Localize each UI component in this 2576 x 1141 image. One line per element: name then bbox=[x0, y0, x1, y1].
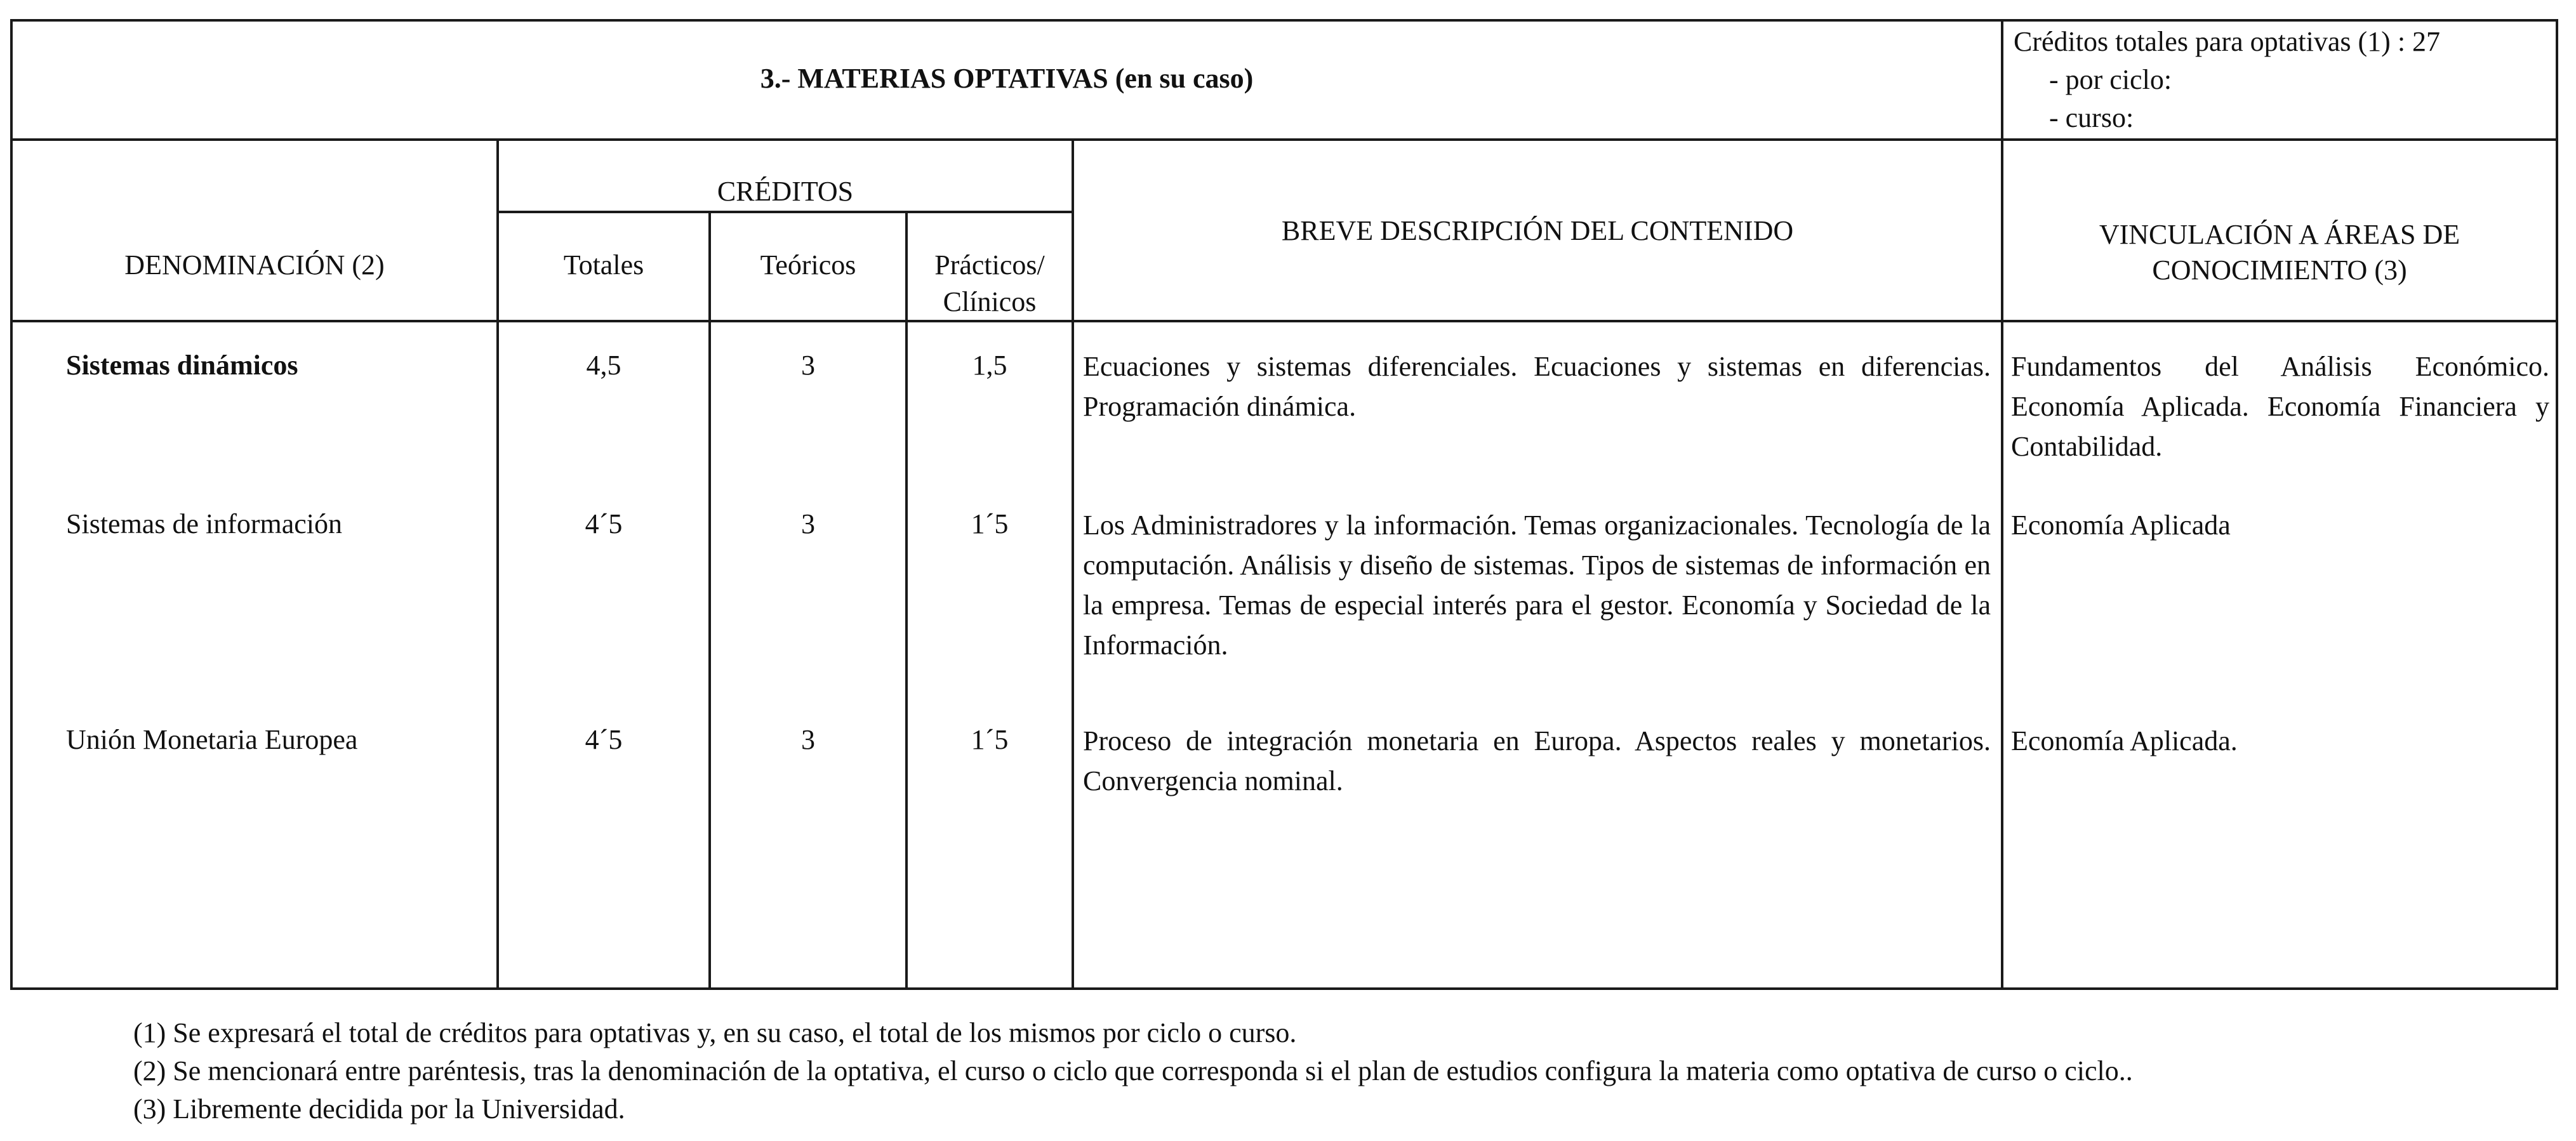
subject-name: Sistemas dinámicos bbox=[66, 350, 298, 381]
practicos-header-line2: Clínicos bbox=[943, 286, 1037, 317]
credits-practicos: 1,5 bbox=[972, 350, 1007, 381]
table-top-border bbox=[10, 19, 2558, 22]
table-bottom-border bbox=[10, 987, 2558, 990]
credits-practicos: 1´5 bbox=[971, 508, 1009, 539]
knowledge-areas: Fundamentos del Análisis Económico. Economía Aplicada. Economía Financiera y Contabilidad. bbox=[2011, 351, 2549, 462]
knowledge-areas: Economía Aplicada. bbox=[2011, 725, 2238, 756]
credits-teoricos: 3 bbox=[801, 350, 815, 381]
subject-description: Los Administradores y la información. Temas organizacionales. Tecnología de la computación. Análisis y diseño de sistemas. Tipos de sistemas de información en la empresa. Temas de especial interés para el gestor. Economía y Sociedad de la Información. bbox=[1083, 510, 1991, 661]
credits-totales: 4´5 bbox=[585, 508, 623, 539]
credits-totales: 4,5 bbox=[586, 350, 621, 381]
practicos-header-line1: Prácticos/ bbox=[934, 249, 1045, 280]
footnote-3: (3) Libremente decidida por la Universidad. bbox=[133, 1093, 625, 1125]
section-title: 3.- MATERIAS OPTATIVAS (en su caso) bbox=[760, 63, 1254, 94]
subject-description: Ecuaciones y sistemas diferenciales. Ecuaciones y sistemas en diferencias. Programación dinámica. bbox=[1083, 351, 1991, 422]
knowledge-areas: Economía Aplicada bbox=[2011, 510, 2231, 541]
subject-name: Unión Monetaria Europea bbox=[66, 724, 358, 755]
credits-totales: 4´5 bbox=[585, 724, 623, 755]
creditos-column-border bbox=[1072, 138, 1074, 990]
teoricos-header: Teóricos bbox=[760, 249, 856, 280]
teoricos-column-border bbox=[905, 211, 908, 990]
vinculacion-header-line1: VINCULACIÓN A ÁREAS DE bbox=[2099, 219, 2460, 250]
footnote-1: (1) Se expresará el total de créditos para optativas y, en su caso, el total de los mismos por ciclo o curso. bbox=[133, 1017, 1297, 1048]
column-header-bottom-border bbox=[10, 320, 2558, 322]
vinculacion-header-line2: CONOCIMIENTO (3) bbox=[2152, 254, 2407, 286]
totales-header: Totales bbox=[563, 249, 644, 280]
credits-total-label: Créditos totales para optativas (1) : 27 bbox=[2014, 26, 2441, 57]
credits-teoricos: 3 bbox=[801, 508, 815, 539]
table-left-border bbox=[10, 19, 13, 990]
denominacion-header: DENOMINACIÓN (2) bbox=[124, 249, 385, 280]
creditos-group-divider bbox=[496, 211, 1074, 213]
header-bottom-border bbox=[10, 138, 2558, 141]
descripcion-header: BREVE DESCRIPCIÓN DEL CONTENIDO bbox=[1281, 215, 1794, 246]
subject-description: Proceso de integración monetaria en Europa. Aspectos reales y monetarios. Convergencia nominal. bbox=[1083, 725, 1991, 796]
credits-per-cycle-label: - por ciclo: bbox=[2049, 64, 2172, 95]
creditos-group-header: CRÉDITOS bbox=[717, 176, 854, 207]
credits-per-course-label: - curso: bbox=[2049, 102, 2134, 133]
totales-column-border bbox=[708, 211, 711, 990]
subject-name: Sistemas de información bbox=[66, 508, 343, 539]
credits-teoricos: 3 bbox=[801, 724, 815, 755]
credits-box-left-border bbox=[2001, 19, 2003, 990]
credits-practicos: 1´5 bbox=[971, 724, 1009, 755]
table-right-border bbox=[2556, 19, 2558, 990]
footnote-2: (2) Se mencionará entre paréntesis, tras la denominación de la optativa, el curso o ciclo que corresponda si el plan de estudios configura la materia como optativa de curso o ciclo.. bbox=[133, 1055, 2133, 1086]
